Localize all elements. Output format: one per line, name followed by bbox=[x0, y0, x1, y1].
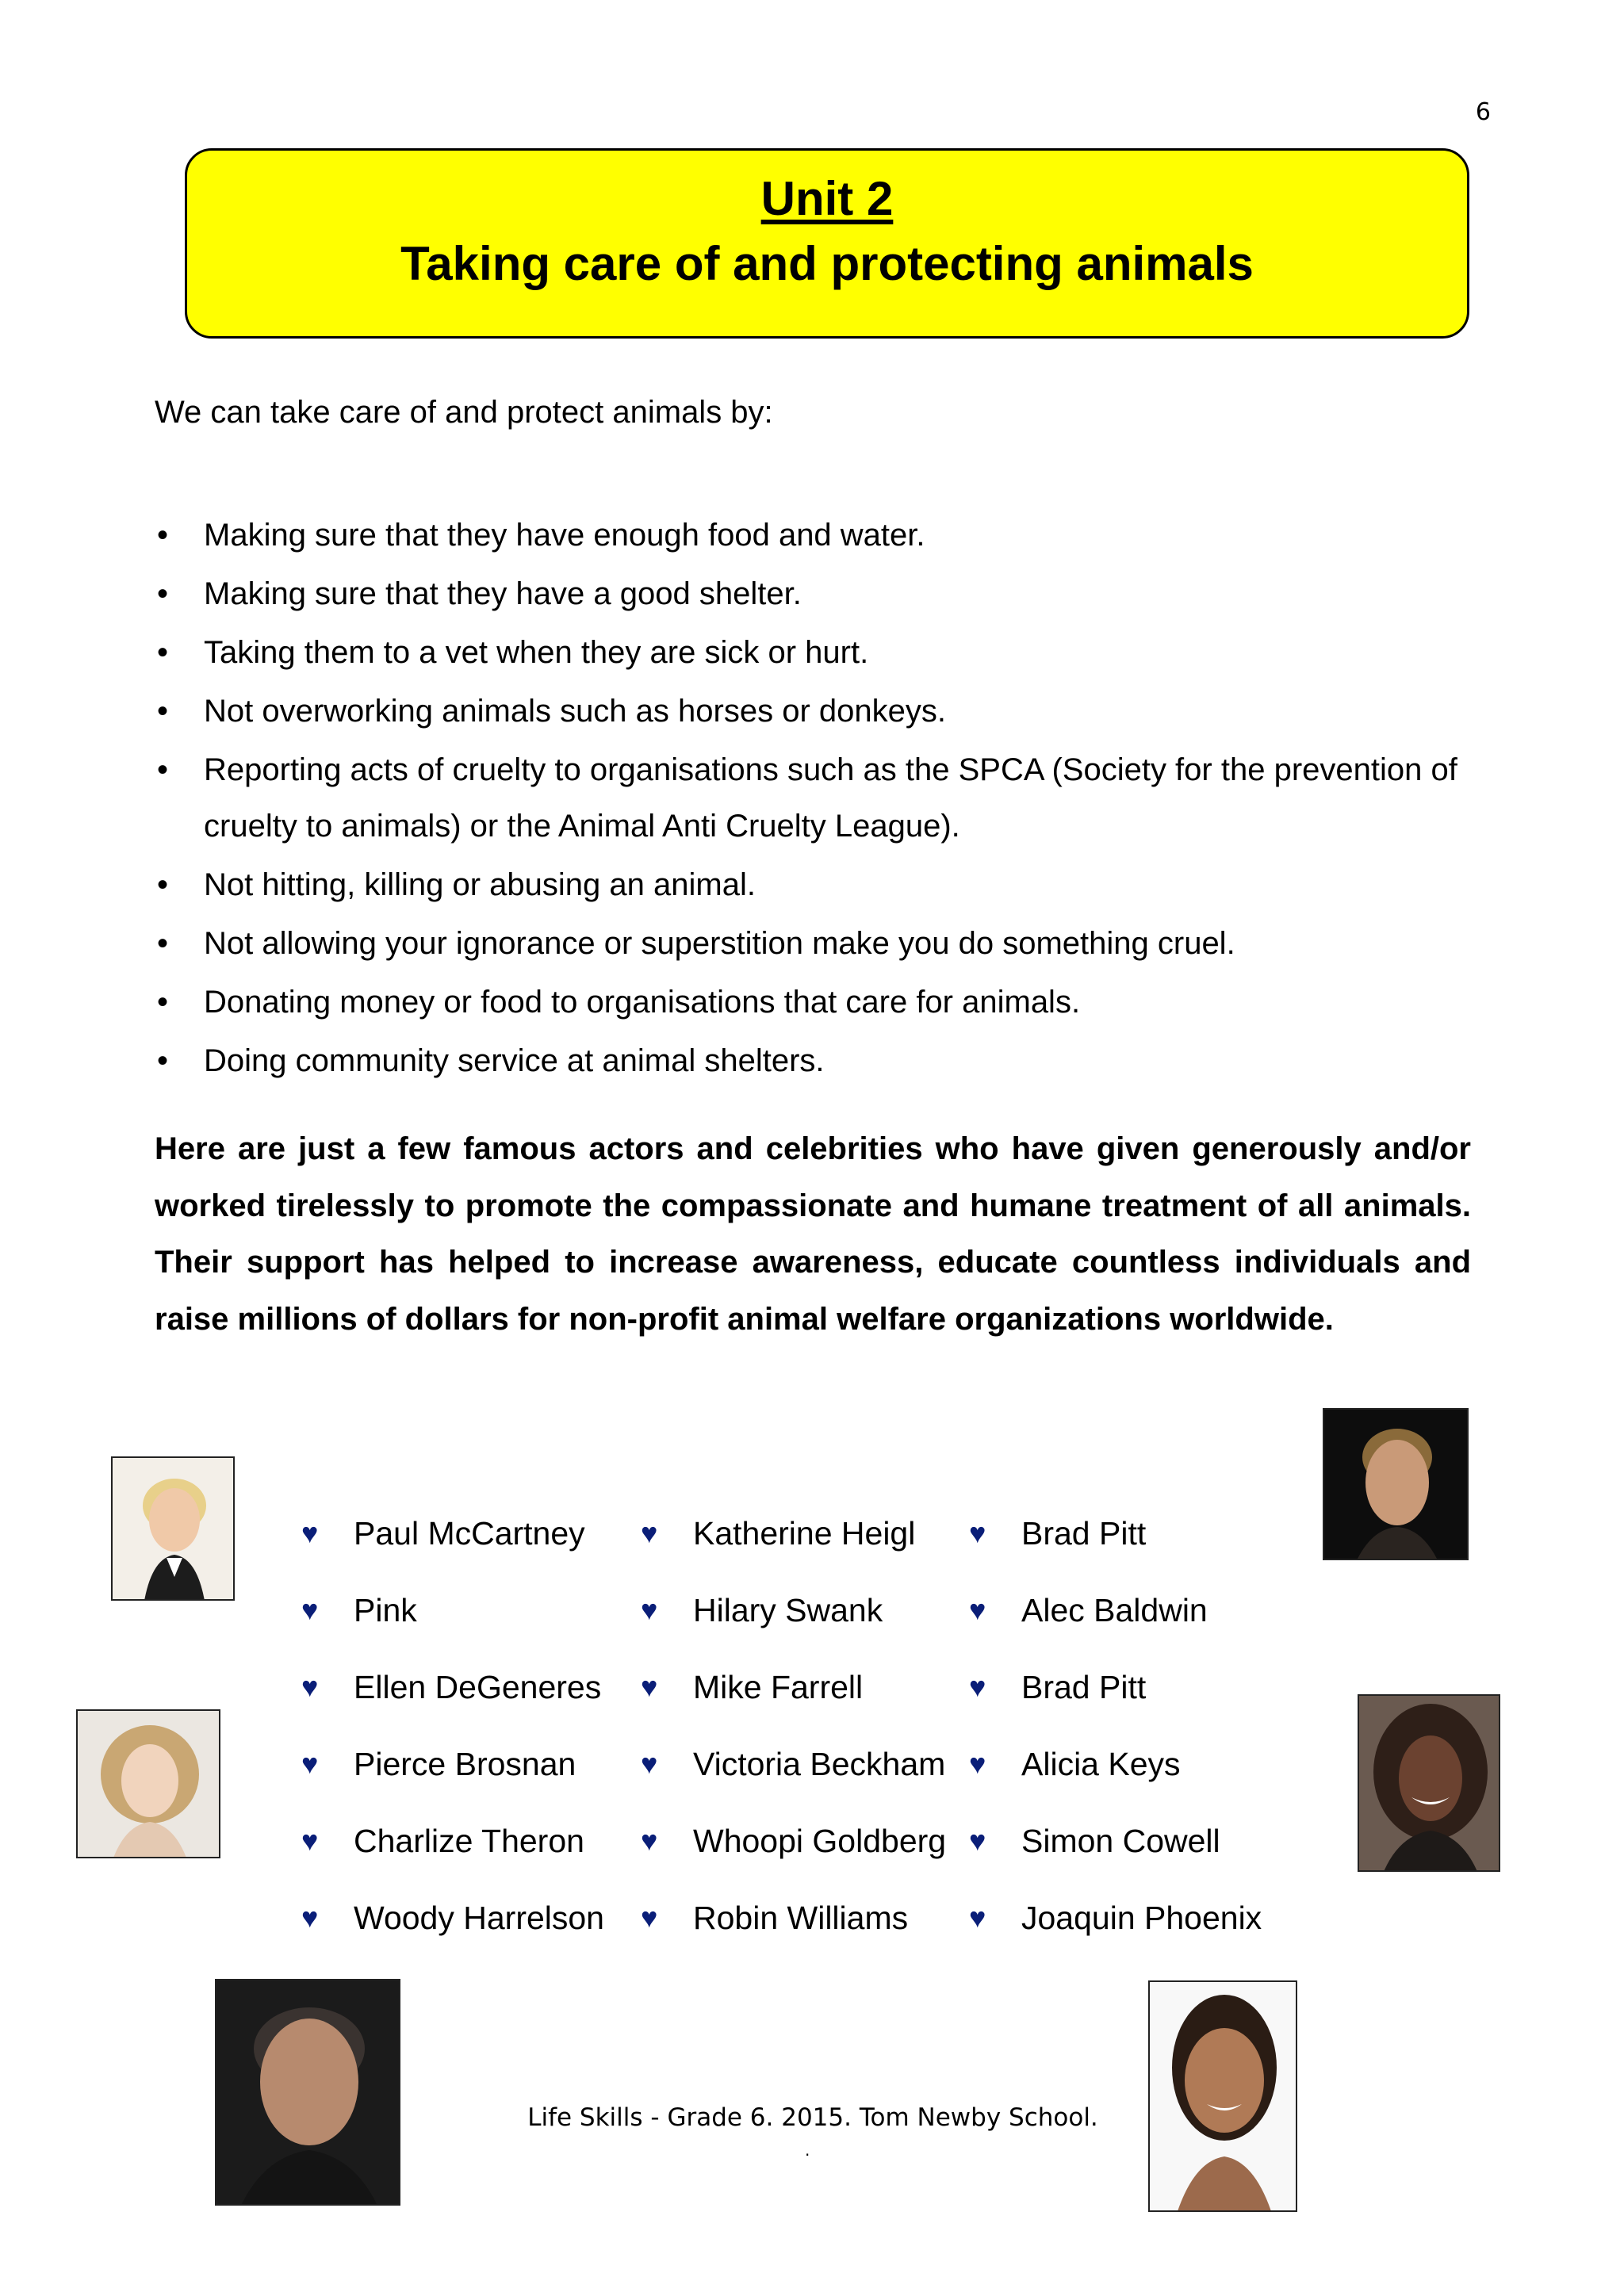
intro-text: We can take care of and protect animals by: bbox=[155, 395, 773, 430]
list-item: ♥ Woody Harrelson bbox=[301, 1899, 604, 1936]
list-item: ♥ Pierce Brosnan bbox=[301, 1745, 576, 1782]
heart-icon: ♥ bbox=[641, 1594, 658, 1626]
list-item: • Making sure that they have enough food and water. bbox=[155, 507, 1471, 564]
list-item: • Making sure that they have a good shelter. bbox=[155, 566, 1471, 622]
title-box bbox=[185, 148, 1469, 339]
charlize-photo bbox=[76, 1709, 220, 1858]
footer-mark: . bbox=[805, 2141, 810, 2160]
list-item: ♥ Hilary Swank bbox=[641, 1591, 883, 1628]
heart-icon: ♥ bbox=[301, 1517, 319, 1549]
list-item: • Not overworking animals such as horses or donkeys. bbox=[155, 683, 1471, 740]
heart-icon: ♥ bbox=[969, 1824, 986, 1857]
footer-text: Life Skills - Grade 6. 2015. Tom Newby School. bbox=[527, 2103, 1098, 2132]
list-item: ♥ Joaquin Phoenix bbox=[969, 1899, 1262, 1936]
list-item: • Donating money or food to organisations that care for animals. bbox=[155, 974, 1471, 1031]
heart-icon: ♥ bbox=[641, 1824, 658, 1857]
list-item: • Doing community service at animal shelters. bbox=[155, 1033, 1471, 1089]
heart-icon: ♥ bbox=[641, 1670, 658, 1703]
heart-icon: ♥ bbox=[969, 1670, 986, 1703]
heart-icon: ♥ bbox=[301, 1901, 319, 1934]
bullet-icon: • bbox=[157, 576, 169, 611]
heart-icon: ♥ bbox=[301, 1824, 319, 1857]
celebrities-intro: Here are just a few famous actors and celebrities who have given generously and/or worked tirelessly to promote the compassionate and humane treatment of all animals. Their support has helped to increase awareness, educate countless individuals and raise millions of dollars for non-profit animal welfare organizations worldwide. bbox=[155, 1131, 1471, 1337]
alicia-photo bbox=[1148, 1980, 1297, 2212]
brad-photo bbox=[1323, 1408, 1469, 1560]
list-item: ♥ Katherine Heigl bbox=[641, 1514, 916, 1552]
list-item: ♥ Brad Pitt bbox=[969, 1514, 1147, 1552]
heart-icon: ♥ bbox=[301, 1747, 319, 1780]
list-item: • Not hitting, killing or abusing an animal. bbox=[155, 857, 1471, 913]
bullet-icon: • bbox=[157, 694, 169, 729]
unit-heading: Unit 2 bbox=[760, 172, 894, 225]
list-item: ♥ Ellen DeGeneres bbox=[301, 1668, 602, 1705]
list-item: ♥ Brad Pitt bbox=[969, 1668, 1147, 1705]
heart-icon: ♥ bbox=[969, 1901, 986, 1934]
list-item: ♥ Simon Cowell bbox=[969, 1822, 1220, 1859]
heart-icon: ♥ bbox=[641, 1517, 658, 1549]
heart-icon: ♥ bbox=[301, 1670, 319, 1703]
list-item: ♥ Mike Farrell bbox=[641, 1668, 864, 1705]
heart-icon: ♥ bbox=[641, 1747, 658, 1780]
heart-icon: ♥ bbox=[641, 1901, 658, 1934]
list-item: ♥ Robin Williams bbox=[641, 1899, 909, 1936]
bullet-icon: • bbox=[157, 635, 169, 670]
list-item: • Taking them to a vet when they are sick or hurt. bbox=[155, 625, 1471, 681]
heart-icon: ♥ bbox=[969, 1747, 986, 1780]
bullet-icon: • bbox=[157, 752, 169, 787]
whoopi-photo bbox=[1358, 1694, 1500, 1872]
list-item: ♥ Alec Baldwin bbox=[969, 1591, 1208, 1628]
ellen-photo bbox=[111, 1456, 235, 1601]
heart-icon: ♥ bbox=[301, 1594, 319, 1626]
bullet-icon: • bbox=[157, 1043, 169, 1078]
list-item: • Reporting acts of cruelty to organisations such as the SPCA (Society for the prevention of cruelty to animals) or the Animal Anti Cruelty League). bbox=[155, 742, 1471, 855]
bullet-icon: • bbox=[157, 926, 169, 961]
heart-icon: ♥ bbox=[969, 1517, 986, 1549]
list-item: ♥ Victoria Beckham bbox=[641, 1745, 946, 1782]
page-title: Taking care of and protecting animals bbox=[400, 237, 1254, 290]
care-list bbox=[155, 507, 1471, 1092]
list-item: ♥ Alicia Keys bbox=[969, 1745, 1181, 1782]
list-item: ♥ Paul McCartney bbox=[301, 1514, 585, 1552]
bullet-icon: • bbox=[157, 985, 169, 1020]
list-item: • Not allowing your ignorance or superstition make you do something cruel. bbox=[155, 916, 1471, 972]
pierce-photo bbox=[215, 1979, 400, 2206]
bullet-icon: • bbox=[157, 867, 169, 902]
bullet-icon: • bbox=[157, 518, 169, 553]
list-item: ♥ Whoopi Goldberg bbox=[641, 1822, 947, 1859]
page-number: 6 bbox=[1475, 98, 1491, 126]
list-item: ♥ Pink bbox=[301, 1591, 417, 1628]
list-item: ♥ Charlize Theron bbox=[301, 1822, 584, 1859]
heart-icon: ♥ bbox=[969, 1594, 986, 1626]
